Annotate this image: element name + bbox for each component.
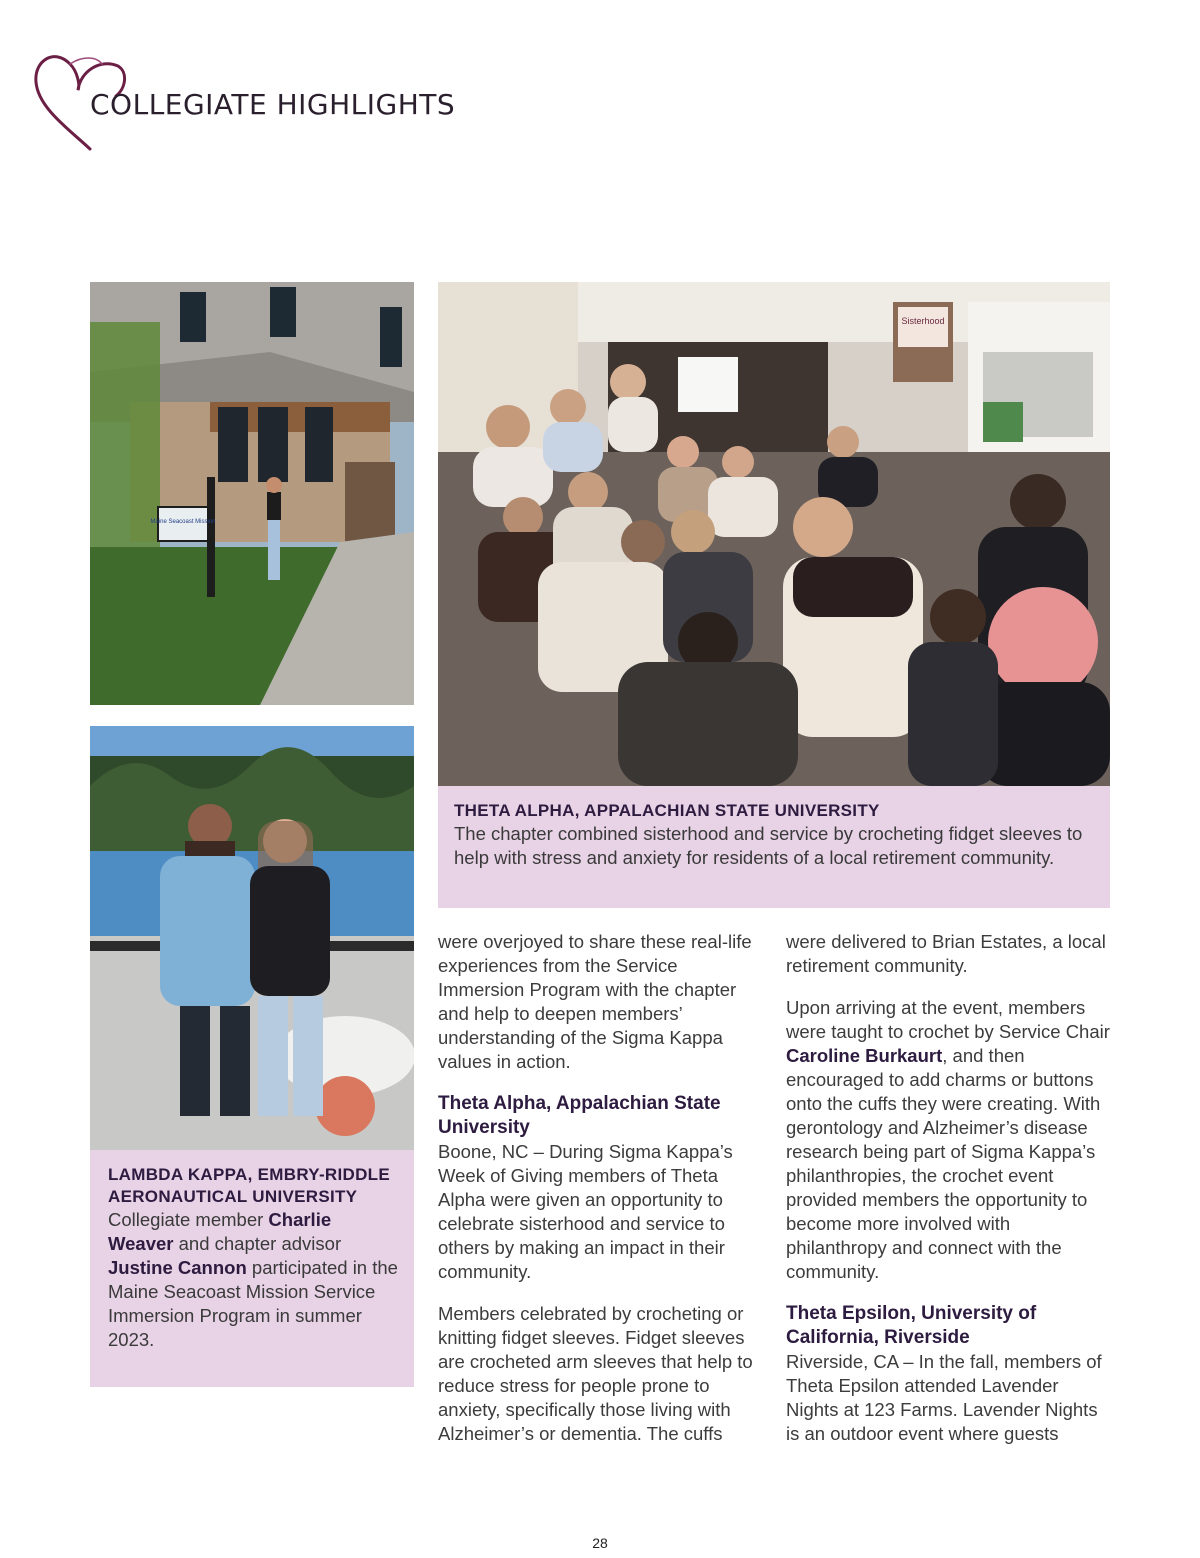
caption-text: participated in the Maine Seacoast Mission Service Immersion Program in summer 2023. [108, 1257, 398, 1350]
section-title: COLLEGIATE HIGHLIGHTS [90, 88, 456, 121]
advisor-name: Justine Cannon [108, 1257, 247, 1278]
chapter-heading: Theta Epsilon, University of California, Riverside [786, 1303, 1037, 1348]
paragraph: were delivered to Brian Estates, a local retirement community. [786, 931, 1106, 976]
lake-photo [90, 726, 414, 1150]
paragraph: Riverside, CA – In the fall, members of Theta Epsilon attended Lavender Nights at 123 Farms. Lavender Nights is an outdoor event where guests [786, 1351, 1102, 1444]
caption-text: and chapter advisor [173, 1233, 342, 1254]
sign-text: Maine Seacoast Mission [150, 519, 216, 525]
paragraph: Boone, NC – During Sigma Kappa’s Week of Giving members of Theta Alpha were given an opportunity to celebrate sisterhood and service to others by making an impact in their community. [438, 1141, 733, 1282]
paragraph-text: Upon arriving at the event, members were taught to crochet by Service Chair [786, 997, 1110, 1042]
service-chair-name: Caroline Burkaurt [786, 1045, 943, 1066]
page-number: 28 [592, 1535, 608, 1551]
paragraph-text: , and then encouraged to add charms or buttons onto the cuffs they were creating. With gerontology and Alzheimer’s disease research being part of Sigma Kappa’s philanthropies, the crochet event provided members the opportunity to become more involved with philanthropy and connect with the community. [786, 1045, 1101, 1282]
wall-sign-text: Sisterhood [901, 316, 945, 326]
caption-text: Collegiate member [108, 1209, 269, 1230]
caption-heading: THETA ALPHA, APPALACHIAN STATE UNIVERSITY [454, 801, 880, 820]
group-crochet-photo [438, 282, 1110, 786]
lambda-kappa-caption [90, 1150, 414, 1387]
chapter-heading: Theta Alpha, Appalachian State University [438, 1093, 721, 1138]
caption-heading: LAMBDA KAPPA, EMBRY-RIDDLE AERONAUTICAL UNIVERSITY [108, 1165, 390, 1206]
paragraph [786, 996, 1116, 1284]
caption-body: The chapter combined sisterhood and service by crocheting fidget sleeves to help with stress and anxiety for residents of a local retirement community. [454, 823, 1083, 868]
article-column-1 [438, 930, 768, 1464]
article-column-2 [786, 930, 1116, 1464]
paragraph: Members celebrated by crocheting or knitting fidget sleeves. Fidget sleeves are crocheted arm sleeves that help to reduce stress for people prone to anxiety, specifically those living with Alzheimer’s or dementia. The cuffs [438, 1303, 753, 1444]
theta-alpha-caption [438, 786, 1110, 908]
house-photo [90, 282, 414, 705]
member-name: Charlie Weaver [108, 1209, 332, 1254]
caption-body [108, 1208, 398, 1352]
paragraph: were overjoyed to share these real-life experiences from the Service Immersion Program with the chapter and help to deepen members’ understanding of the Sigma Kappa values in action. [438, 931, 752, 1072]
